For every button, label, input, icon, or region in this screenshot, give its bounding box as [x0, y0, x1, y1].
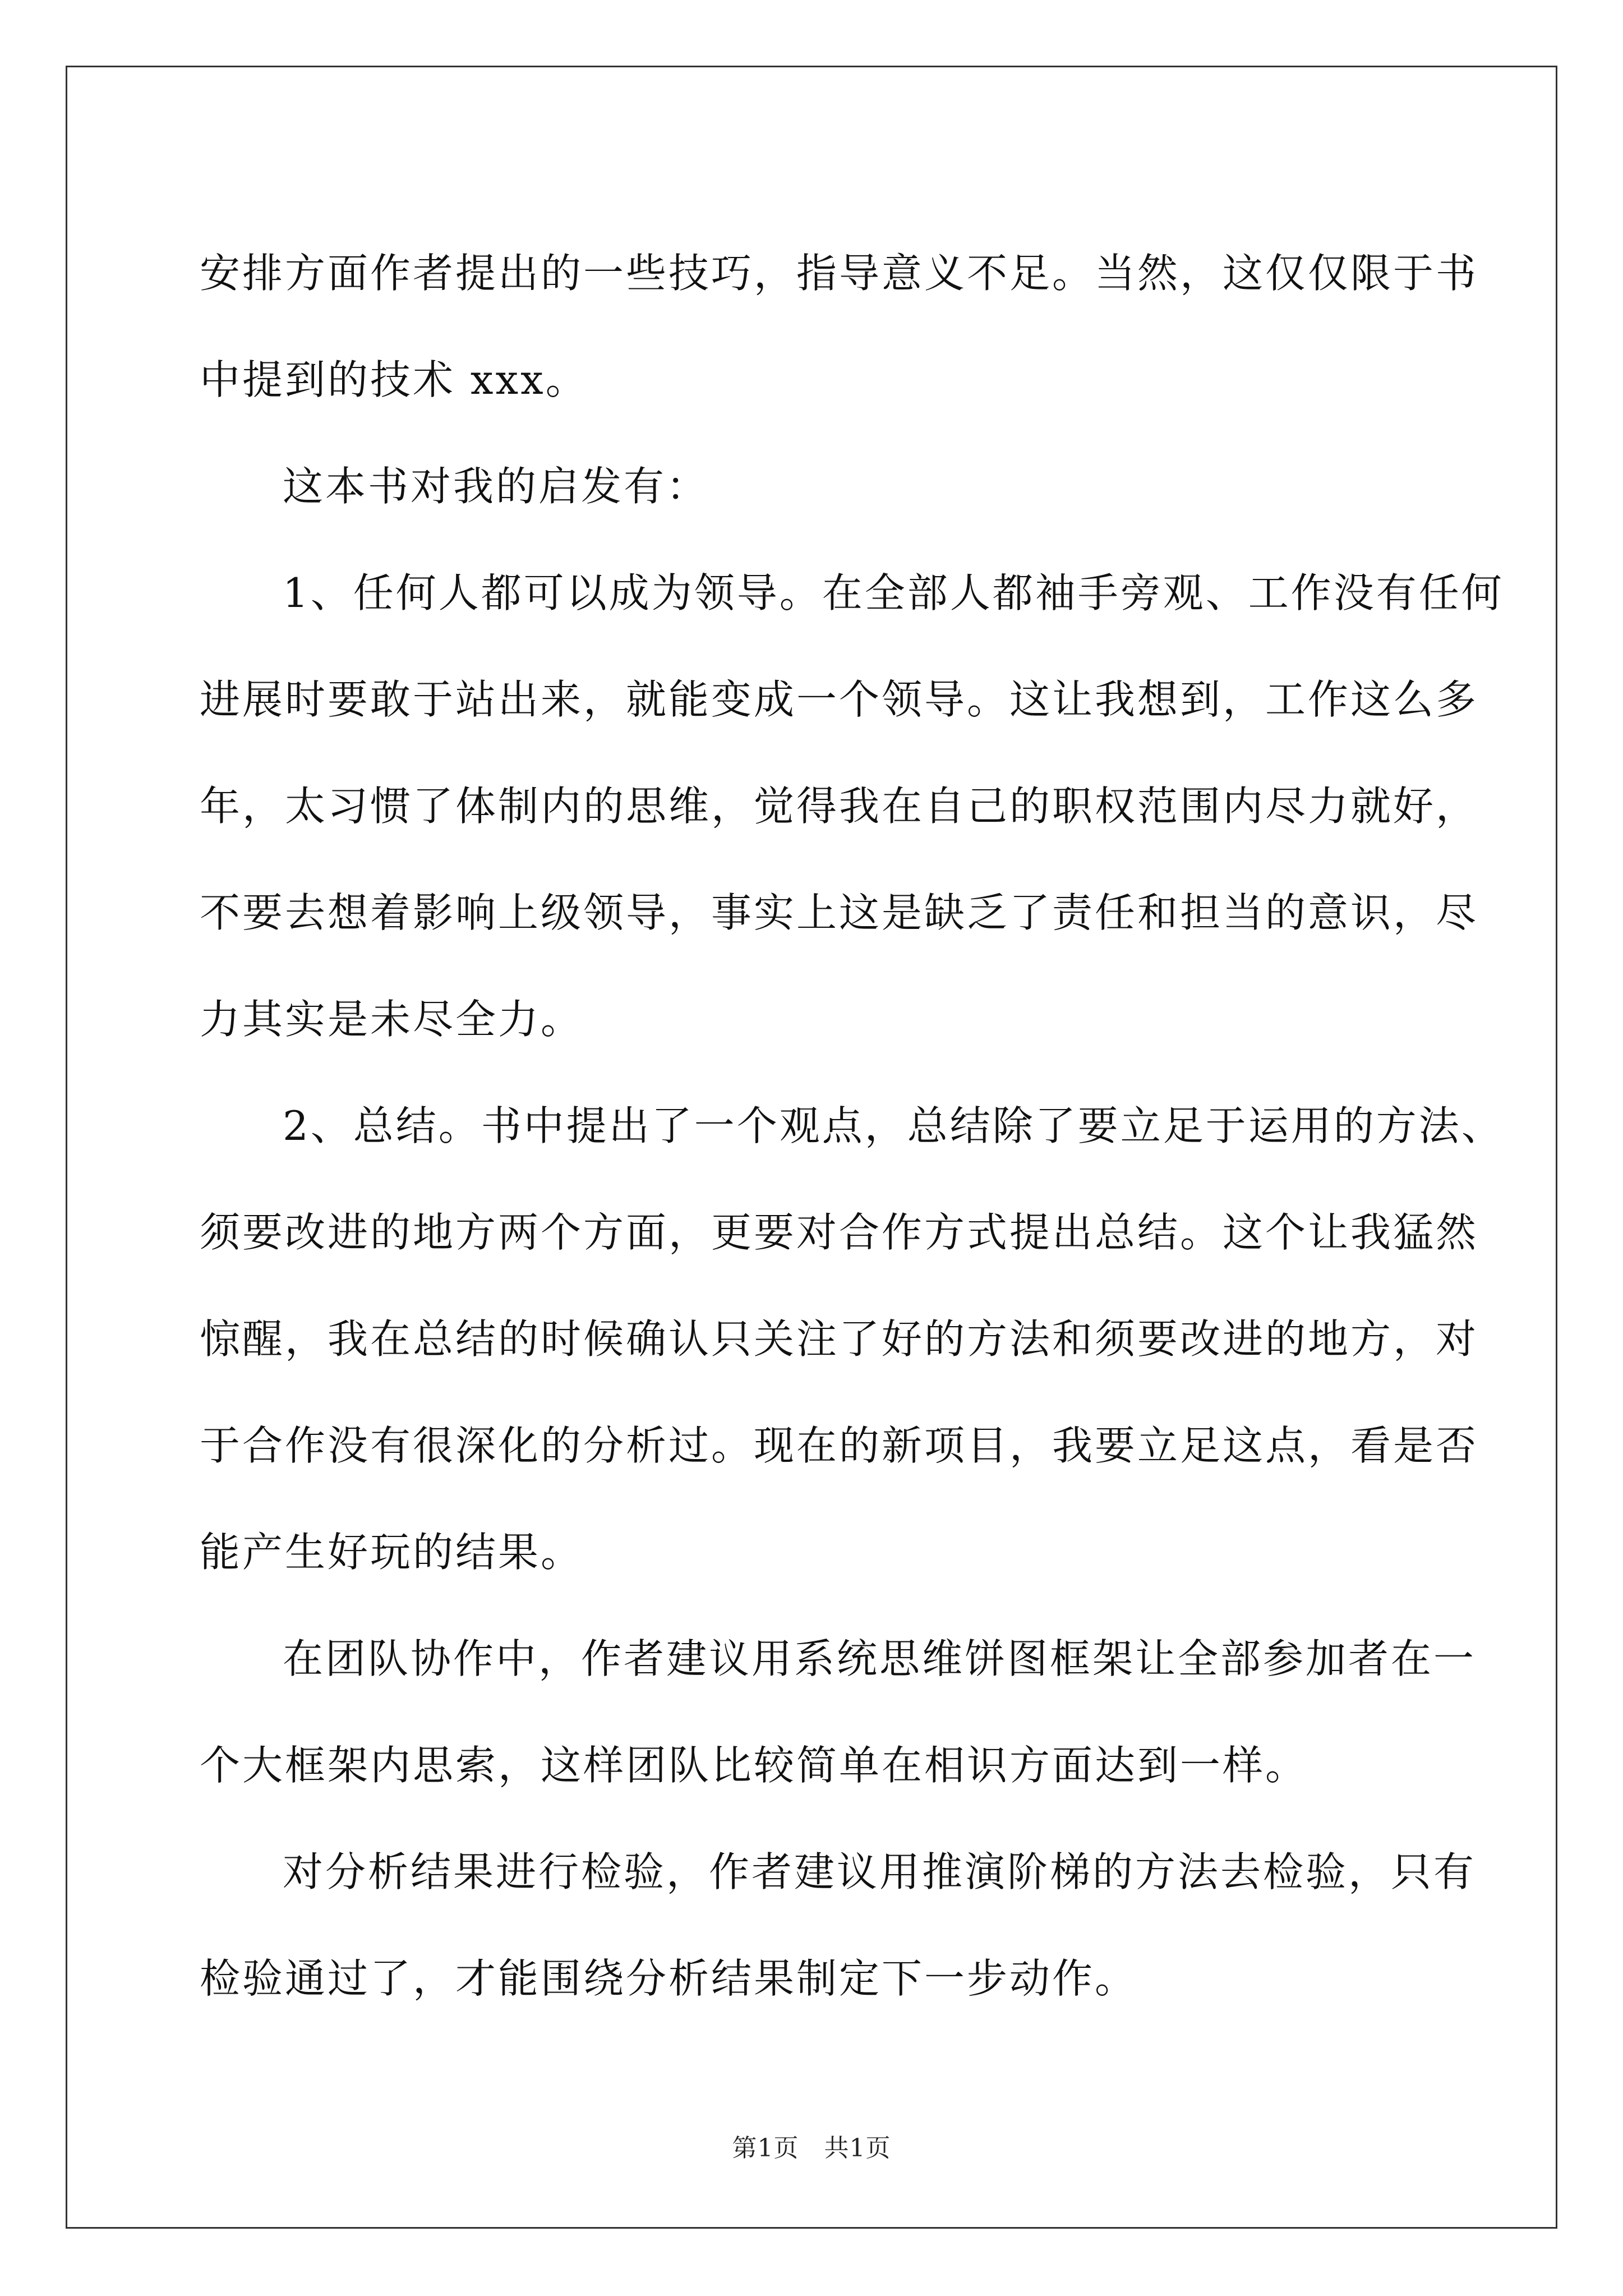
- text-line: 于合作没有很深化的分析过。现在的新项目，我要立足这点，看是否: [200, 1422, 1479, 1469]
- page-number: 第1页 共1页: [732, 2134, 891, 2162]
- text-line: 不要去想着影响上级领导，事实上这是缺乏了责任和担当的意识，尽: [200, 889, 1479, 936]
- text-line: 1、任何人都可以成为领导。在全部人都袖手旁观、工作没有任何: [283, 569, 1504, 616]
- text-line: 对分析结果进行检验，作者建议用推演阶梯的方法去检验，只有: [283, 1848, 1477, 1895]
- text-line: 年，太习惯了体制内的思维，觉得我在自己的职权范围内尽力就好，: [200, 783, 1479, 830]
- text-line: 2、总结。书中提出了一个观点，总结除了要立足于运用的方法、: [283, 1102, 1504, 1149]
- text-line: 进展时要敢于站出来，就能变成一个领导。这让我想到，工作这么多: [200, 676, 1479, 723]
- text-line: 惊醒，我在总结的时候确认只关注了好的方法和须要改进的地方，对: [200, 1315, 1479, 1363]
- page-footer: [0, 2132, 1623, 2165]
- text-line: 个大框架内思索，这样团队比较简单在相识方面达到一样。: [200, 1742, 1308, 1789]
- text-line: 力其实是未尽全力。: [200, 996, 584, 1043]
- text-line: 中提到的技术 xxx。: [200, 356, 588, 403]
- text-line: 这本书对我的启发有：: [283, 463, 709, 510]
- text-line: 能产生好玩的结果。: [200, 1529, 584, 1576]
- text-line: 在团队协作中，作者建议用系统思维饼图框架让全部参加者在一: [283, 1635, 1477, 1682]
- text-line: 须要改进的地方两个方面，更要对合作方式提出总结。这个让我猛然: [200, 1209, 1479, 1256]
- document-body: [200, 220, 1504, 2032]
- text-line: 检验通过了，才能围绕分析结果制定下一步动作。: [200, 1955, 1138, 2002]
- text-line: 安排方面作者提出的一些技巧，指导意义不足。当然，这仅仅限于书: [200, 250, 1479, 297]
